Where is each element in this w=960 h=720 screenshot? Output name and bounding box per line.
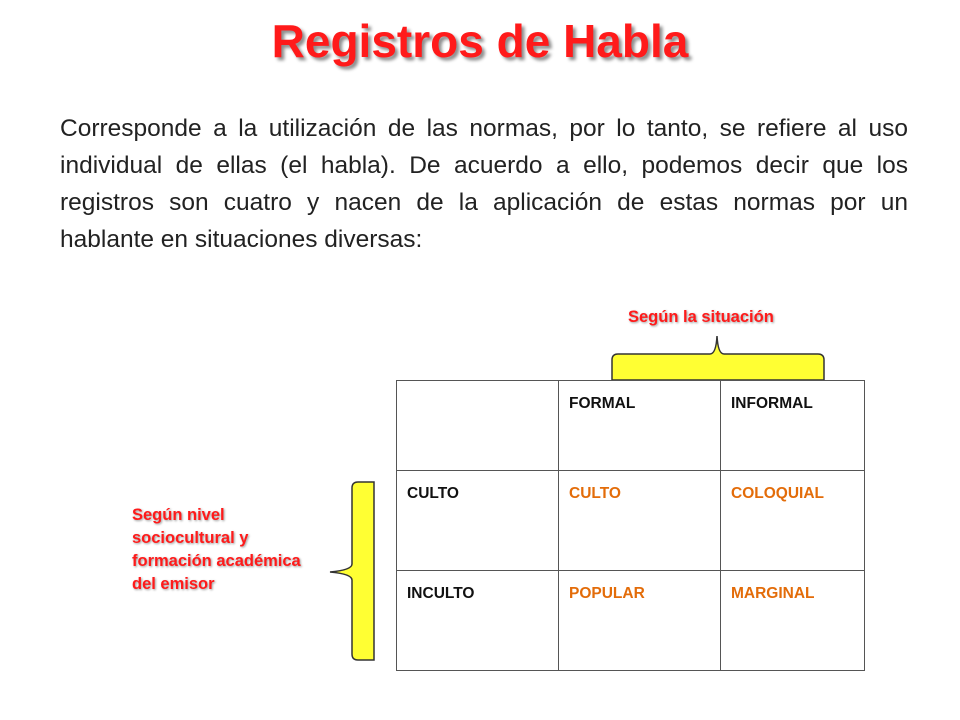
slide-title: Registros de Habla	[271, 15, 689, 67]
left-brace	[330, 482, 374, 660]
table-header-cell: INFORMAL	[721, 381, 865, 471]
table-row	[397, 571, 865, 671]
table-cell: COLOQUIAL	[721, 471, 865, 571]
table-cell: CULTO	[559, 471, 721, 571]
label-situation: Según la situación	[628, 308, 774, 326]
body-paragraph: Corresponde a la utilización de las normas, por lo tanto, se refiere al uso individual de ellas (el habla). De acuerdo a ello, podemos decir que los registros son cuatro y nacen de la aplicación de estas normas por un hablante en situaciones diversas:	[60, 115, 908, 253]
table-header-cell: FORMAL	[559, 381, 721, 471]
top-brace	[612, 336, 824, 380]
table-header-cell	[397, 381, 559, 471]
table-cell: MARGINAL	[721, 571, 865, 671]
table-header-row	[397, 381, 865, 471]
table-cell: POPULAR	[559, 571, 721, 671]
table-row-label: INCULTO	[397, 571, 559, 671]
registers-table	[396, 380, 865, 671]
table-row	[397, 471, 865, 571]
table-row-label: CULTO	[397, 471, 559, 571]
label-level: Según nivel sociocultural y formación académica del emisor	[132, 506, 301, 593]
